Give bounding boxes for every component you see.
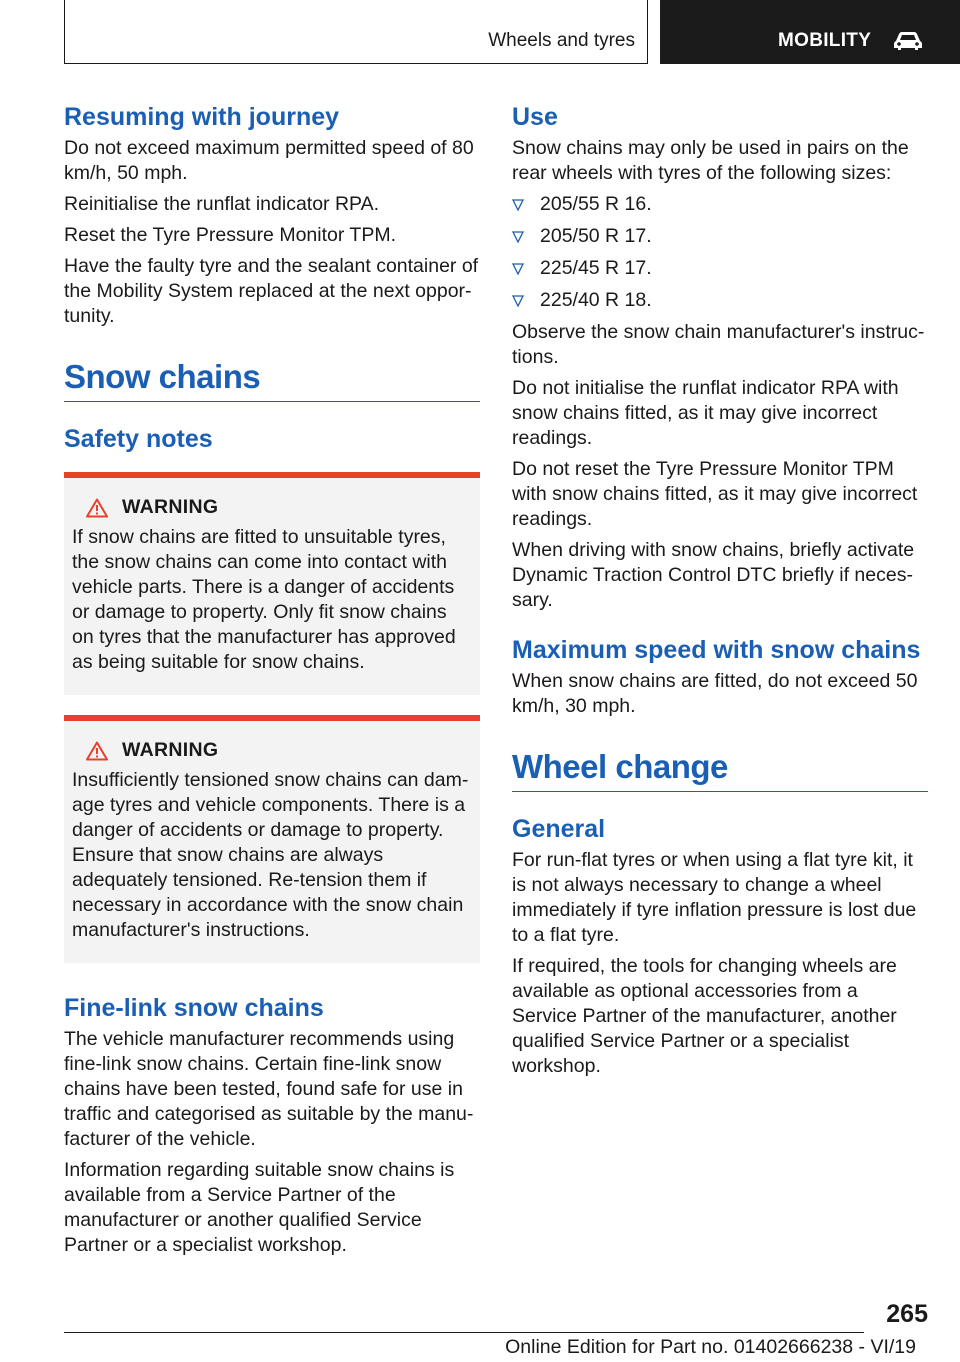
max-speed-heading: Maximum speed with snow chains xyxy=(512,636,921,664)
resuming-paragraph-3: Reset the Tyre Pressure Monitor TPM. xyxy=(64,224,396,246)
triangle-bullet-icon xyxy=(512,295,524,307)
use-paragraph-1: Snow chains may only be used in pairs on the rear wheels with tyres of the following sizes: xyxy=(512,137,909,184)
snow-chains-heading: Snow chains xyxy=(64,358,261,395)
resuming-heading: Resuming with journey xyxy=(64,103,340,131)
footer-divider xyxy=(64,1332,864,1333)
warning-triangle-icon xyxy=(86,741,108,761)
triangle-bullet-icon xyxy=(512,199,524,211)
triangle-bullet-icon xyxy=(512,231,524,243)
resuming-paragraph-4: Have the faulty tyre and the sealant container of the Mobility System replaced at the next opportunity. xyxy=(64,255,479,327)
max-speed-paragraph: When snow chains are fitted, do not exceed 50 km/h, 30 mph. xyxy=(512,670,918,717)
snow-chains-heading-wrap xyxy=(64,357,480,402)
warning-triangle-icon xyxy=(86,498,108,518)
list-item-text: 225/45 R 17. xyxy=(540,257,652,279)
list-item-text: 205/50 R 17. xyxy=(540,225,652,247)
tyre-size-list xyxy=(512,192,928,313)
right-column xyxy=(512,102,928,1085)
warning-text-1: If snow chains are fitted to unsuitable tyres, the snow chains can come into contact with vehicle parts. There is a danger of accidents or damage to property. Only fit snow chains on tyres that the manufacturer has approved as being suitable for snow chains. xyxy=(72,526,456,673)
header-section-box xyxy=(64,0,648,64)
warning-box-1 xyxy=(64,472,480,695)
page-number: 265 xyxy=(886,1300,928,1328)
use-heading: Use xyxy=(512,103,558,131)
warning-box-2 xyxy=(64,715,480,963)
warning-title-1: WARNING xyxy=(122,496,219,518)
left-column xyxy=(64,102,480,1264)
list-item xyxy=(512,288,928,313)
fine-link-heading: Fine-link snow chains xyxy=(64,994,324,1022)
wheel-change-heading: Wheel change xyxy=(512,748,728,785)
warning-text-2: Insufficiently tensioned snow chains can damage tyres and vehicle components. There is a danger of accidents or damage to property. Ensure that snow chains are always adequately tensioned. Re-tension them if necessary in accordance with the snow chain manufacturer's instructions. xyxy=(72,769,469,941)
resuming-paragraph-2: Reinitialise the runflat indicator RPA. xyxy=(64,193,380,215)
list-item xyxy=(512,224,928,249)
list-item-text: 225/40 R 18. xyxy=(540,289,652,311)
warning-header-2 xyxy=(86,739,472,762)
list-item xyxy=(512,256,928,281)
safety-notes-heading: Safety notes xyxy=(64,425,213,453)
header-chapter-box xyxy=(660,0,960,64)
triangle-bullet-icon xyxy=(512,263,524,275)
use-paragraph-3: Do not initialise the runflat indicator RPA with snow chains fitted, as it may give incorrect readings. xyxy=(512,377,899,449)
general-paragraph-2: If required, the tools for changing wheels are available as optional accessories from a Service Partner of the manufacturer, another qualified Service Partner or a specialist workshop. xyxy=(512,955,897,1077)
use-paragraph-5: When driving with snow chains, briefly activate Dynamic Traction Control DTC briefly if necessary. xyxy=(512,539,915,611)
car-icon xyxy=(892,28,924,52)
header-chapter-title: MOBILITY xyxy=(778,30,872,51)
warning-header-1 xyxy=(86,496,472,519)
wheel-change-heading-wrap xyxy=(512,747,928,792)
footer-edition: Online Edition for Part no. 01402666238 - VI/19 xyxy=(505,1336,916,1358)
header-section-title: Wheels and tyres xyxy=(488,30,635,51)
list-item-text: 205/55 R 16. xyxy=(540,193,652,215)
list-item xyxy=(512,192,928,217)
use-paragraph-4: Do not reset the Tyre Pressure Monitor TPM with snow chains fitted, as it may give incorrect readings. xyxy=(512,458,918,530)
general-paragraph-1: For run-flat tyres or when using a flat tyre kit, it is not always necessary to change a wheel immediately if tyre inflation pressure is lost due to a flat tyre. xyxy=(512,849,917,946)
use-paragraph-2: Observe the snow chain manufacturer's instructions. xyxy=(512,321,925,368)
resuming-paragraph-1: Do not exceed maximum permitted speed of 80 km/h, 50 mph. xyxy=(64,137,474,184)
general-heading: General xyxy=(512,815,606,843)
fine-link-paragraph-1: The vehicle manufacturer recommends using fine-link snow chains. Certain fine-link snow chains have been tested, found safe for use in traffic and categorised as suitable by the manufacturer of the vehicle. xyxy=(64,1028,474,1150)
fine-link-paragraph-2: Information regarding suitable snow chains is available from a Service Partner of the manufacturer or another qualified Service Partner or a specialist workshop. xyxy=(64,1159,455,1256)
warning-title-2: WARNING xyxy=(122,739,219,761)
